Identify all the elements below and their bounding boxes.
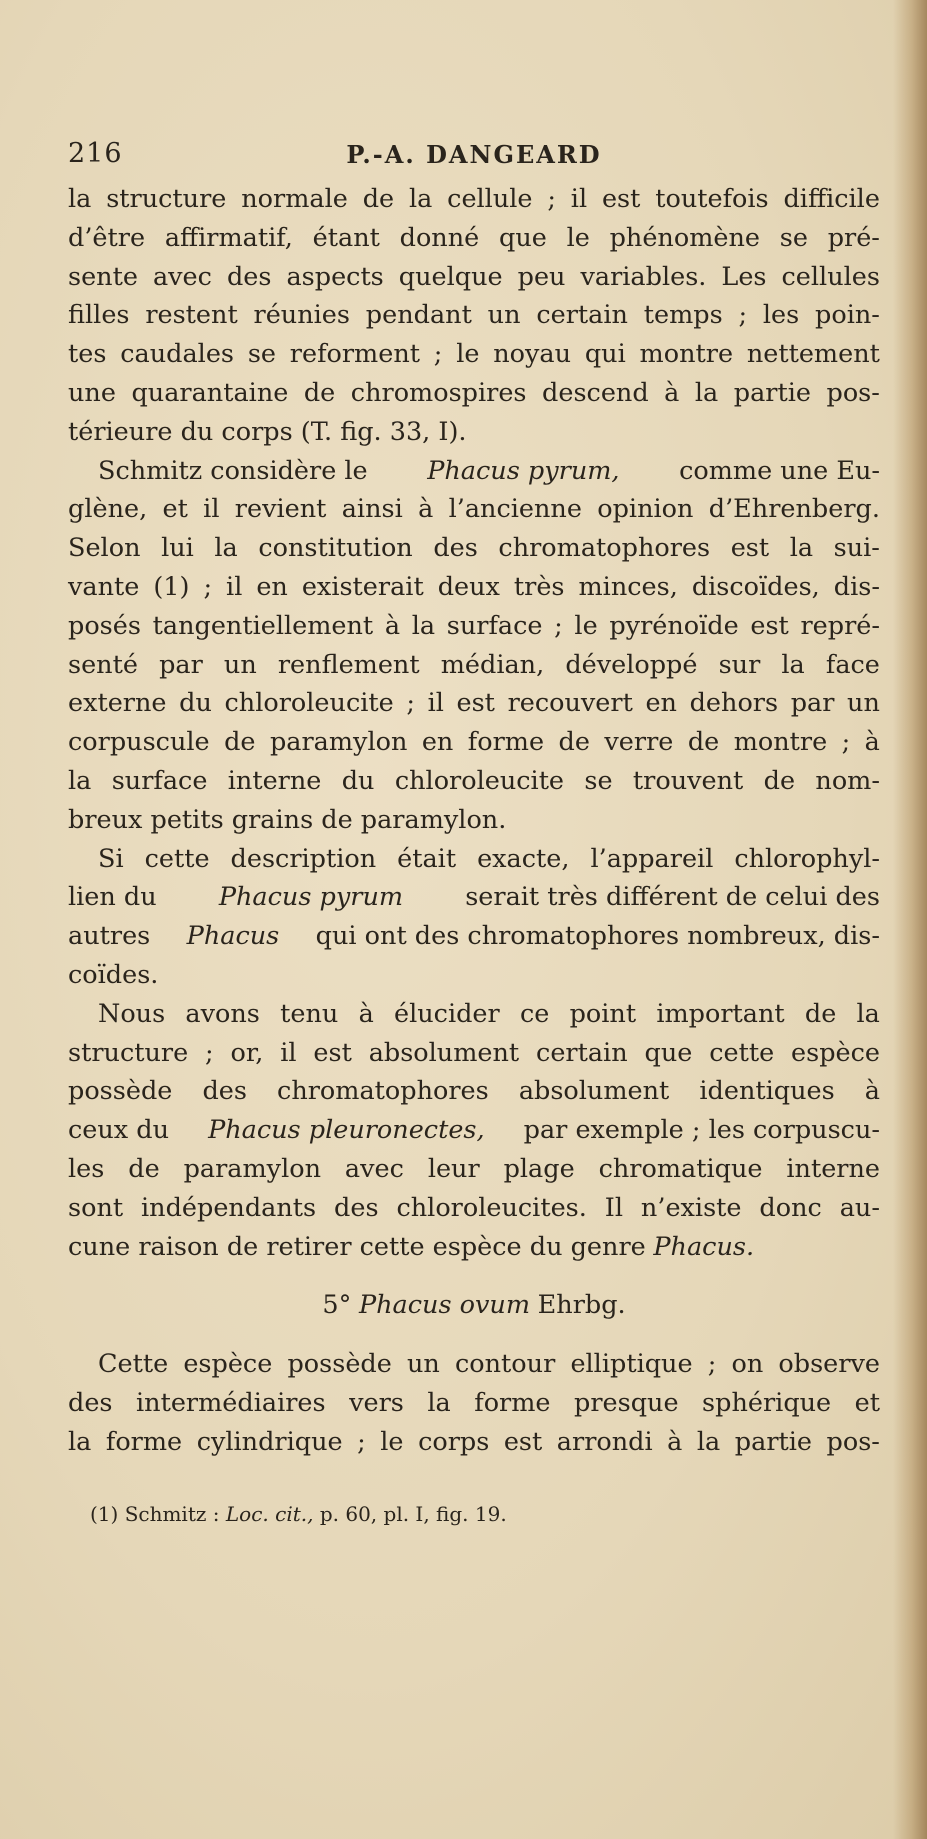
species-name: Phacus ovum [358, 1290, 531, 1321]
section-number: 5° [322, 1290, 352, 1321]
text-line: posés tangentiellement à la surface ; le pyrénoïde est repré- [68, 610, 880, 641]
body-text [68, 180, 880, 1462]
text-line: coïdes. [68, 959, 159, 990]
text-line: Selon lui la constitution des chromatophores est la sui- [68, 533, 880, 564]
text-line: Schmitz considère le Phacus pyrum, comme une Eu- [98, 455, 880, 486]
text-line: la forme cylindrique ; le corps est arrondi à la partie pos- [68, 1426, 880, 1457]
text-line: d’être affirmatif, étant donné que le phénomène se pré- [68, 222, 880, 253]
text-line: structure ; or, il est absolument certain que cette espèce [68, 1037, 880, 1068]
page-number: 216 [68, 138, 123, 169]
text-line: lien du Phacus pyrum serait très différent de celui des [68, 882, 880, 913]
text-line: vante (1) ; il en existerait deux très minces, discoïdes, dis- [68, 571, 880, 602]
text-line: Cette espèce possède un contour elliptique ; on observe [98, 1349, 880, 1380]
text-line: autres Phacus qui ont des chromatophores nombreux, dis- [68, 921, 880, 952]
text-line: tes caudales se reforment ; le noyau qui montre nettement [68, 339, 880, 370]
text-line: la structure normale de la cellule ; il est toutefois difficile [68, 184, 880, 214]
page-header [68, 138, 880, 178]
text-line: Nous avons tenu à élucider ce point important de la [98, 998, 880, 1029]
text-line: glène, et il revient ainsi à l’ancienne opinion d’Ehrenberg. [68, 494, 880, 525]
footnote: (1) Schmitz : Loc. cit., p. 60, pl. I, fig. 19. [90, 1502, 507, 1526]
text-line: externe du chloroleucite ; il est recouvert en dehors par un [68, 688, 880, 719]
text-line: ceux du Phacus pleuronectes, par exemple ; les corpuscu- [68, 1115, 880, 1146]
text-line: une quarantaine de chromospires descend à la partie pos- [68, 377, 880, 408]
text-line: térieure du corps (T. fig. 33, I). [68, 416, 467, 447]
text-line: sont indépendants des chloroleucites. Il n’existe donc au- [68, 1192, 880, 1223]
text-line: senté par un renflement médian, développé sur la face [68, 649, 880, 680]
text-line: filles restent réunies pendant un certain temps ; les poin- [68, 300, 880, 331]
species-author: Ehrbg. [537, 1290, 626, 1321]
text-line: Si cette description était exacte, l’appareil chlorophyl- [98, 843, 880, 874]
page-edge-shadow [893, 0, 927, 1839]
text-line: la surface interne du chloroleucite se trouvent de nom- [68, 765, 880, 796]
text-line: breux petits grains de paramylon. [68, 804, 507, 835]
running-head: P.-A. DANGEARD [346, 140, 602, 169]
section-heading [68, 1286, 880, 1325]
text-line: possède des chromatophores absolument identiques à [68, 1076, 880, 1107]
text-line: les de paramylon avec leur plage chromatique interne [68, 1153, 880, 1184]
text-line: corpuscule de paramylon en forme de verre de montre ; à [68, 727, 880, 758]
text-line: cune raison de retirer cette espèce du genre Phacus. [68, 1231, 755, 1262]
text-line: sente avec des aspects quelque peu variables. Les cellules [68, 261, 880, 292]
text-line: des intermédiaires vers la forme presque sphérique et [68, 1387, 880, 1418]
